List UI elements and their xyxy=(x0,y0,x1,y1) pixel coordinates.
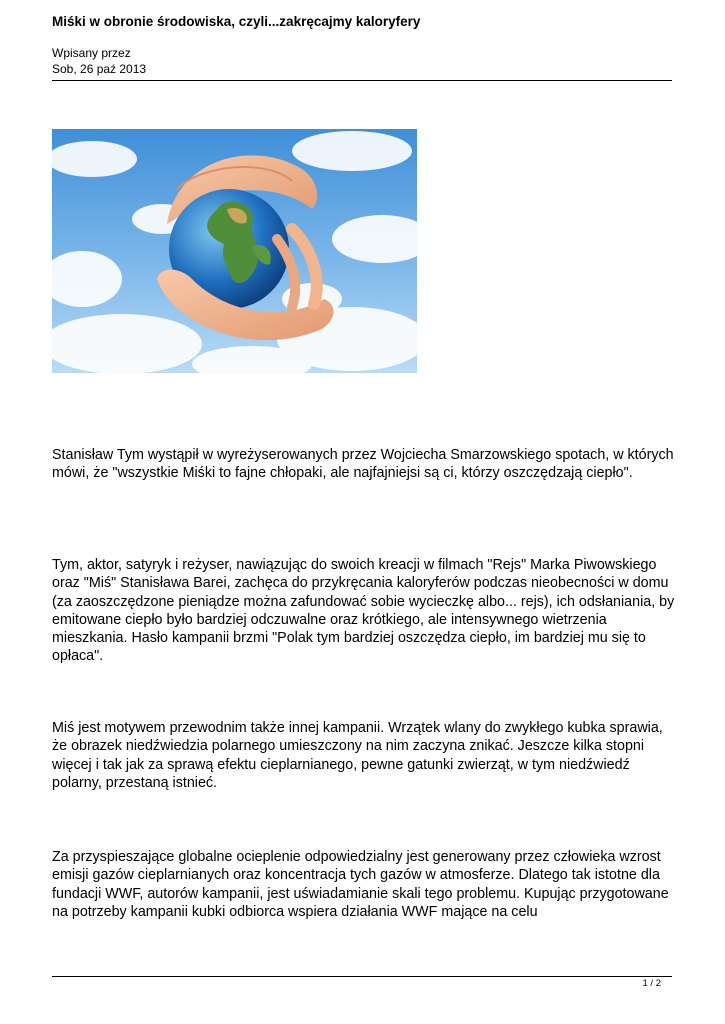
page-number: 1 / 2 xyxy=(642,978,661,989)
article-meta xyxy=(52,46,146,77)
article-title: Miśki w obronie środowiska, czyli...zakręcajmy kaloryfery xyxy=(52,14,421,29)
byline: Wpisany przez xyxy=(52,46,131,60)
publish-date: Sob, 26 paź 2013 xyxy=(52,61,147,76)
paragraph-4: Za przyspieszające globalne ocieplenie odpowiedzialny jest generowany przez człowieka wzrost emisji gazów cieplarnianych oraz koncentracja tych gazów w atmosferze. Dlatego tak istotne dla fundacji WWF, autorów kampanii, jest uświadamianie skali tego problemu. Kupując przygotowane na potrzeby kampanii kubki odbiorca wspiera działania WWF mające na celu xyxy=(52,849,669,920)
paragraph-3: Miś jest motywem przewodnim także innej kampanii. Wrzątek wlany do zwykłego kubka sprawia, że obrazek niedźwiedzia polarnego umieszczony na nim zaczyna znikać. Jeszcze kilka stopni więcej i tak jak za sprawą efektu cieplarnianego, pewne gatunki zwierząt, w tym niedźwiedź polarny, przestaną istnieć. xyxy=(52,720,663,791)
paragraph-1: Stanisław Tym wystąpił w wyreżyserowanych przez Wojciecha Smarzowskiego spotach, w których mówi, że "wszystkie Miśki to fajne chłopaki, ale najfajniejsi są ci, którzy oszczędzają ciepło". xyxy=(52,447,674,482)
header-divider xyxy=(52,80,672,81)
globe-in-hands-photo xyxy=(52,129,417,373)
footer-divider xyxy=(52,976,672,977)
paragraph-2: Tym, aktor, satyryk i reżyser, nawiązując do swoich kreacji w filmach "Rejs" Marka Piwowskiego oraz "Miś" Stanisława Barei, zachęca do przykręcania kaloryferów podczas nieobecności w domu (za zaoszczędzone pieniądze można zafundować sobie wycieczkę albo... rejs), ich odsłaniania, by emitowane ciepło było bardziej odczuwalne oraz krótkiego, ale intensywnego wietrzenia mieszkania. Hasło kampanii brzmi "Polak tym bardziej oszczędza ciepło, im bardziej mu się to opłaca". xyxy=(52,557,675,665)
